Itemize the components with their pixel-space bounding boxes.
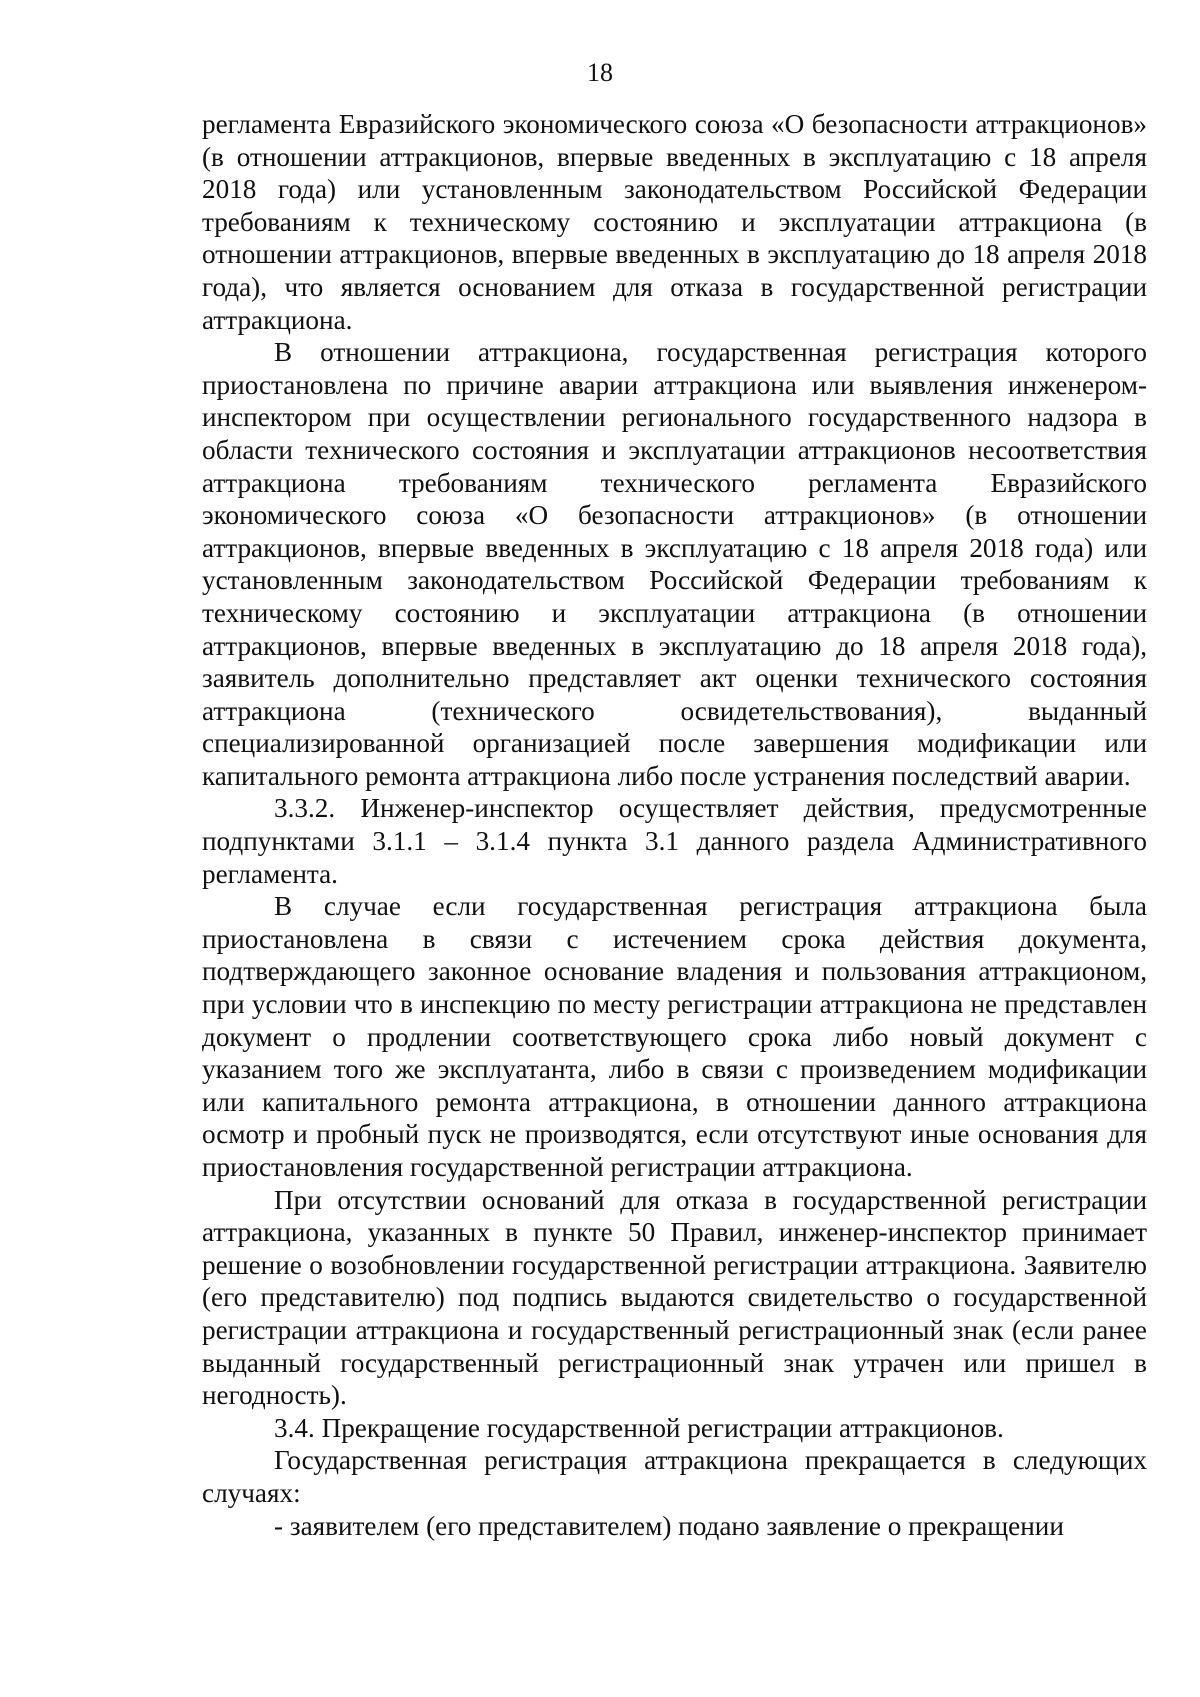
section-heading-3-4: 3.4. Прекращение государственной регистрации аттракционов. [274,1412,1004,1443]
document-body [202,108,1147,1542]
list-item-application-filed: - заявителем (его представителем) подано заявление о прекращении [274,1510,1064,1541]
paragraph-suspended-registration-accident: В отношении аттракциона, государственная регистрация которого приостановлена по причине аварии аттракциона или выявления инженером-инспектором при осуществлении регионального государственного надзора в области технического состояния и эксплуатации аттракционов несоответствия аттракциона требованиям технического регламента Евразийского экономического союза «О безопасности аттракционов» (в отношении аттракционов, впервые введенных в эксплуатацию с 18 апреля 2018 года) или установленным законодательством Российской Федерации требованиям к техническому состоянию и эксплуатации аттракциона (в отношении аттракционов, впервые введенных в эксплуатацию до 18 апреля 2018 года), заявитель дополнительно представляет акт оценки технического состояния аттракциона (технического освидетельствования), выданный специализированной организацией после завершения модификации или капитального ремонта аттракциона либо после устранения последствий аварии. [202,337,1147,791]
paragraph-registration-resumption: При отсутствии оснований для отказа в государственной регистрации аттракциона, указанных в пункте 50 Правил, инженер-инспектор принимает решение о возобновлении государственной регистрации аттракциона. Заявителю (его представителю) под подпись выдаются свидетельство о государственной регистрации аттракциона и государственный регистрационный знак (если ранее выданный государственный регистрационный знак утрачен или пришел в негодность). [202,1184,1147,1411]
paragraph-termination-cases: Государственная регистрация аттракциона прекращается в следующих случаях: [202,1445,1147,1508]
paragraph-3-3-2: 3.3.2. Инженер-инспектор осуществляет действия, предусмотренные подпунктами 3.1.1 – 3.1.4 пункта 3.1 данного раздела Административного регламента. [202,793,1147,889]
paragraph-expired-document-case: В случае если государственная регистрация аттракциона была приостановлена в связи с истечением срока действия документа, подтверждающего законное основание владения и пользования аттракционом, при условии что в инспекцию по месту регистрации аттракциона не представлен документ о продлении соответствующего срока либо новый документ с указанием того же эксплуатанта, либо в связи с произведением модификации или капитального ремонта аттракциона, в отношении данного аттракциона осмотр и пробный пуск не производятся, если отсутствуют иные основания для приостановления государственной регистрации аттракциона. [202,891,1147,1182]
paragraph-continuation: регламента Евразийского экономического союза «О безопасности аттракционов» (в отношении аттракционов, впервые введенных в эксплуатацию с 18 апреля 2018 года) или установленным законодательством Российской Федерации требованиям к техническому состоянию и эксплуатации аттракциона (в отношении аттракционов, впервые введенных в эксплуатацию до 18 апреля 2018 года), что является основанием для отказа в государственной регистрации аттракциона. [202,109,1147,335]
page-number: 18 [587,58,613,87]
